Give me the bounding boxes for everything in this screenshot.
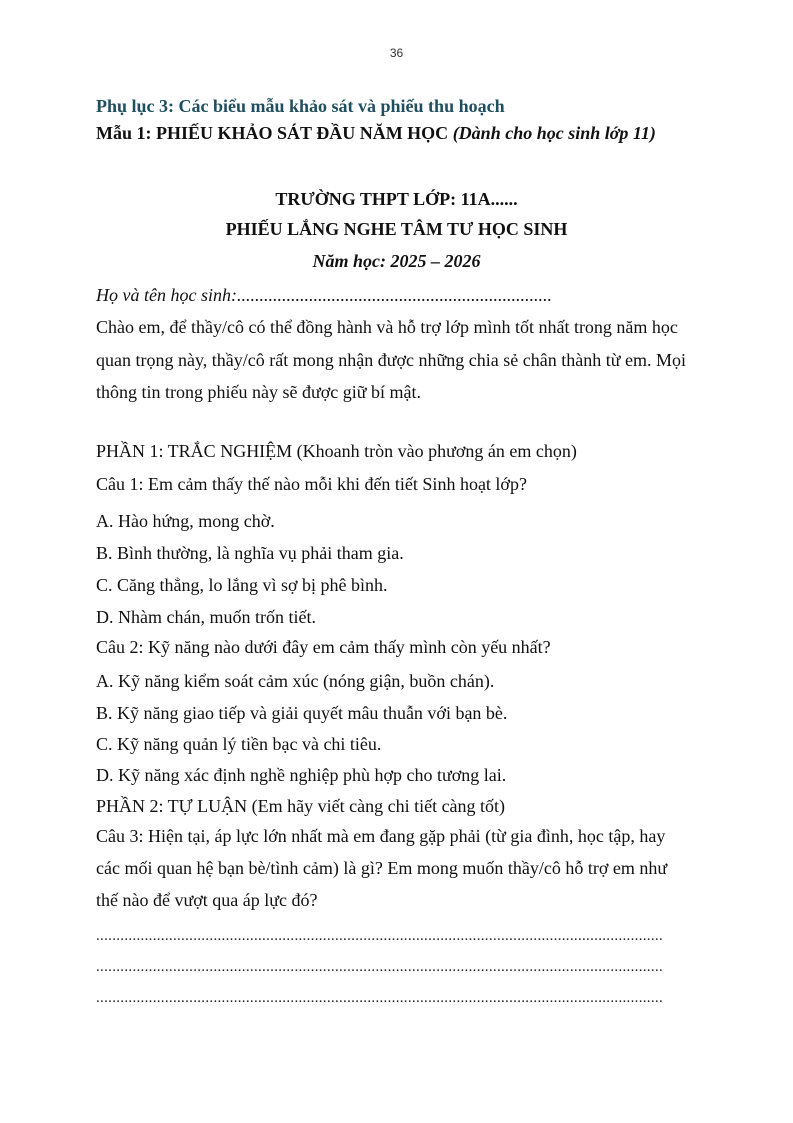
answer-line-2[interactable]: ............................................................................................................................................ [96, 959, 663, 975]
school-line: TRƯỜNG THPT LỚP: 11A...... [275, 189, 518, 209]
question-1: Câu 1: Em cảm thấy thế nào mỗi khi đến tiết Sinh hoạt lớp? [96, 474, 527, 494]
part1-heading: PHẦN 1: TRẮC NGHIỆM (Khoanh tròn vào phương án em chọn) [96, 441, 577, 461]
question-3-line-1: Câu 3: Hiện tại, áp lực lớn nhất mà em đang gặp phải (từ gia đình, học tập, hay [96, 826, 666, 846]
answer-line-1[interactable]: ............................................................................................................................................ [96, 928, 663, 944]
question-2: Câu 2: Kỹ năng nào dưới đây em cảm thấy mình còn yếu nhất? [96, 637, 551, 657]
student-name-field[interactable]: Họ và tên học sinh:...................................................................... [96, 285, 552, 305]
sheet-title: PHIẾU LẮNG NGHE TÂM TƯ HỌC SINH [225, 219, 568, 239]
form-title [96, 123, 656, 144]
intro-paragraph: Chào em, để thầy/cô có thể đồng hành và hỗ trợ lớp mình tốt nhất trong năm học quan trọng này, thầy/cô rất mong nhận được những chia sẻ chân thành từ em. Mọi thông tin trong phiếu này sẽ được giữ bí mật. [96, 317, 686, 402]
form-audience: (Dành cho học sinh lớp 11) [452, 123, 656, 143]
q2-option-a[interactable]: A. Kỹ năng kiểm soát cảm xúc (nóng giận, buồn chán). [96, 671, 495, 691]
q1-option-c[interactable]: C. Căng thẳng, lo lắng vì sợ bị phê bình. [96, 575, 388, 595]
question-3-line-2: các mối quan hệ bạn bè/tình cảm) là gì? Em mong muốn thầy/cô hỗ trợ em như [96, 858, 668, 878]
q2-option-b[interactable]: B. Kỹ năng giao tiếp và giải quyết mâu thuẫn với bạn bè. [96, 703, 508, 723]
q1-option-a[interactable]: A. Hào hứng, mong chờ. [96, 511, 275, 531]
school-year: Năm học: 2025 – 2026 [312, 251, 481, 271]
q2-option-c[interactable]: C. Kỹ năng quản lý tiền bạc và chi tiêu. [96, 734, 382, 754]
form-title-text: Mẫu 1: PHIẾU KHẢO SÁT ĐẦU NĂM HỌC [96, 123, 453, 143]
q1-option-d[interactable]: D. Nhàm chán, muốn trốn tiết. [96, 607, 316, 627]
question-3-line-3: thế nào để vượt qua áp lực đó? [96, 890, 318, 910]
appendix-title: Phụ lục 3: Các biểu mẫu khảo sát và phiếu thu hoạch [96, 96, 505, 116]
part2-heading: PHẦN 2: TỰ LUẬN (Em hãy viết càng chi tiết càng tốt) [96, 796, 506, 816]
answer-line-3[interactable]: ............................................................................................................................................ [96, 990, 663, 1006]
page-number: 36 [389, 46, 404, 60]
q2-option-d[interactable]: D. Kỹ năng xác định nghề nghiệp phù hợp cho tương lai. [96, 765, 507, 785]
q1-option-b[interactable]: B. Bình thường, là nghĩa vụ phải tham gia. [96, 543, 404, 563]
